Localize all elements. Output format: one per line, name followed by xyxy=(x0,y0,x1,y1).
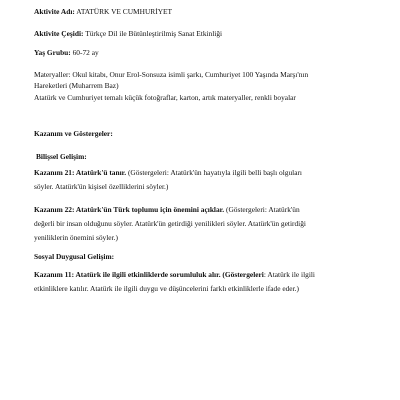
outcome-21-text-1: (Göstergeleri: Atatürk'ün hayatıyla ilgili belli başlı olguları xyxy=(126,168,302,177)
outcome-11-line-1 xyxy=(34,269,315,280)
outcome-11-title: Kazanım 11: Atatürk ile ilgili etkinliklerde sorumluluk alır. xyxy=(34,270,221,279)
age-group-label: Yaş Grubu: xyxy=(34,48,71,57)
outcome-22-line-1 xyxy=(34,204,300,215)
activity-type-line xyxy=(34,28,222,39)
activity-type-value: Türkçe Dil ile Bütünleştirilmiş Sanat Etkinliği xyxy=(83,29,223,38)
document-page xyxy=(34,0,374,400)
outcomes-heading: Kazanım ve Göstergeler: xyxy=(34,129,113,138)
social-heading: Sosyal Duygusal Gelişim: xyxy=(34,252,115,261)
materials-line-3: Atatürk ve Cumhuriyet temalı küçük fotoğraflar, karton, artık materyaller, renkli boyalar xyxy=(34,93,296,102)
materials-line-1: Materyaller: Okul kitabı, Onur Erol-Sonsuza isimli şarkı, Cumhuriyet 100 Yaşında Marşı'nın xyxy=(34,70,309,79)
outcome-21-title: Kazanım 21: Atatürk'ü tanır. xyxy=(34,168,127,177)
cognitive-heading: Bilişsel Gelişim: xyxy=(36,152,87,161)
activity-name-label: Aktivite Adı: xyxy=(34,7,75,16)
outcome-22-title: Kazanım 22: Atatürk'ün Türk toplumu için önemini açıklar. xyxy=(34,205,225,214)
age-group-line xyxy=(34,47,99,58)
outcome-21-line-2: söyler. Atatürk'ün kişisel özelliklerini söyler.) xyxy=(34,182,169,191)
outcome-22-text-1: (Göstergeleri: Atatürk'ün xyxy=(224,205,300,214)
materials-line-2: Hareketleri (Muharrem Baz) xyxy=(34,81,119,90)
outcome-22-line-3: yeniliklerin önemini söyler.) xyxy=(34,233,118,242)
age-group-value: 60-72 ay xyxy=(70,48,99,57)
activity-name-line xyxy=(34,6,172,17)
outcome-22-line-2: değerli bir insan olduğunu söyler. Atatürk'ün getirdiği yenilikleri söyler. Atatürk'ün getirdiği xyxy=(34,219,306,228)
activity-type-label: Aktivite Çeşidi: xyxy=(34,29,84,38)
outcome-11-gloss: (Göstergeleri xyxy=(220,270,264,279)
activity-name-value: ATATÜRK VE CUMHURİYET xyxy=(74,7,173,16)
outcome-21-line-1 xyxy=(34,167,302,178)
outcome-11-text-1: : Atatürk ile ilgili xyxy=(263,270,315,279)
outcome-11-line-2: etkinliklere katılır. Atatürk ile ilgili duygu ve düşüncelerini farklı etkinliklerle ifade eder.) xyxy=(34,284,299,293)
